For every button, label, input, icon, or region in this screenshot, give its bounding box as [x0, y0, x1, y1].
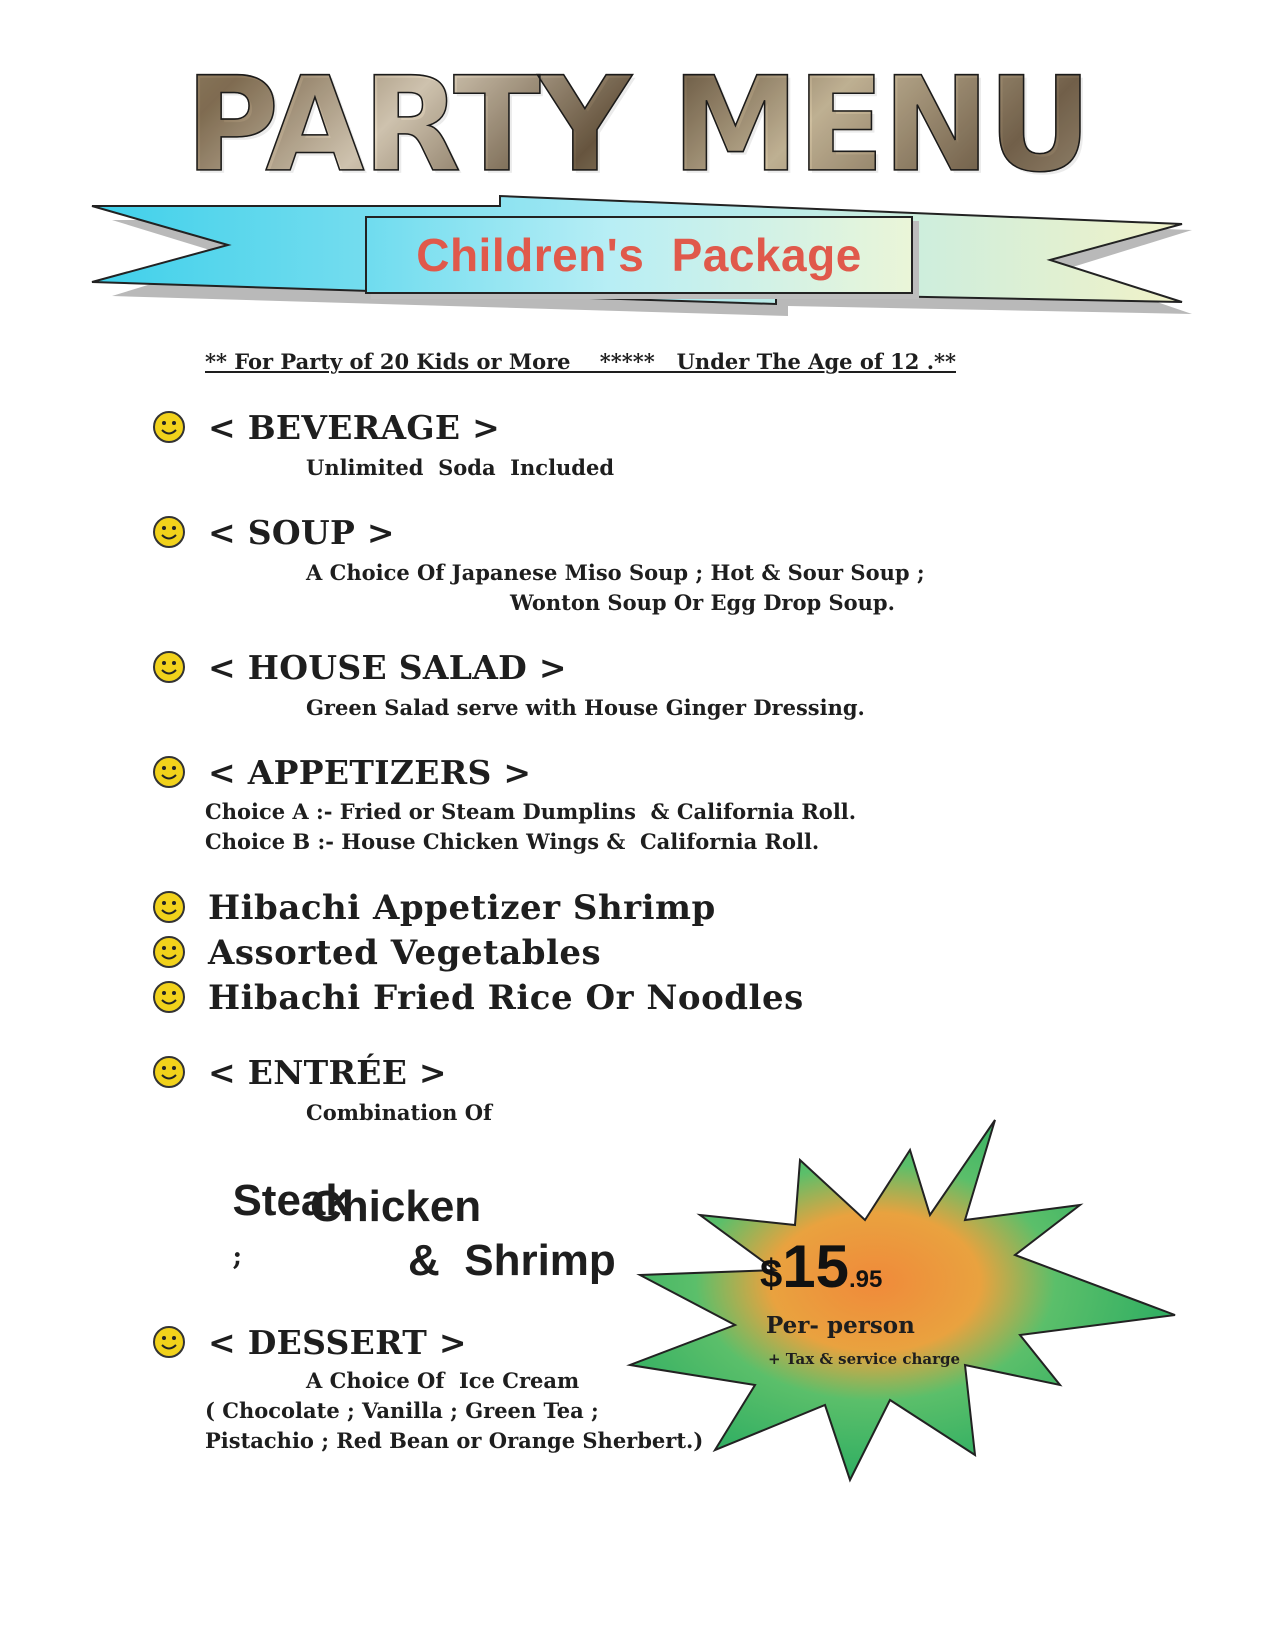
hibachi-item-rice-noodles: Hibachi Fried Rice Or Noodles [208, 978, 804, 1018]
salad-description: Green Salad serve with House Ginger Dressing. [306, 695, 865, 720]
smiley-face-icon [152, 650, 186, 684]
appetizer-choice-a: Choice A :- Fried or Steam Dumplins & California Roll. [205, 799, 857, 824]
section-heading-beverage: < BEVERAGE > [208, 408, 501, 447]
entree-separator: ; [232, 1242, 243, 1272]
party-condition: ** For Party of 20 Kids or More ***** Under The Age of 12 .** [205, 349, 956, 374]
smiley-face-icon [152, 1055, 186, 1089]
price-amount [760, 1232, 882, 1301]
beverage-description: Unlimited Soda Included [306, 455, 615, 480]
section-heading-entree: < ENTRÉE > [208, 1053, 447, 1092]
soup-line-2: Wonton Soup Or Egg Drop Soup. [510, 590, 895, 615]
smiley-face-icon [152, 755, 186, 789]
price-tax-note: + Tax & service charge [768, 1350, 961, 1368]
section-heading-soup: < SOUP > [208, 513, 395, 552]
price-dollars: 15 [782, 1233, 849, 1300]
hibachi-item-vegetables: Assorted Vegetables [208, 933, 602, 973]
dessert-line-3: Pistachio ; Red Bean or Orange Sherbert.) [205, 1428, 704, 1453]
price-per-person: Per- person [766, 1312, 915, 1339]
section-heading-dessert: < DESSERT > [208, 1323, 467, 1362]
hibachi-item-shrimp: Hibachi Appetizer Shrimp [208, 888, 716, 928]
section-heading-appetizers: < APPETIZERS > [208, 753, 532, 792]
appetizer-choice-b: Choice B :- House Chicken Wings & California Roll. [205, 829, 820, 854]
smiley-face-icon [152, 1325, 186, 1359]
soup-line-1: A Choice Of Japanese Miso Soup ; Hot & Sour Soup ; [306, 560, 925, 585]
dessert-line-1: A Choice Of Ice Cream [306, 1368, 580, 1393]
smiley-face-icon [152, 935, 186, 969]
section-heading-salad: < HOUSE SALAD > [208, 648, 567, 687]
dessert-line-2: ( Chocolate ; Vanilla ; Green Tea ; [205, 1398, 599, 1423]
entree-intro: Combination Of [306, 1100, 493, 1125]
banner-label-box [365, 216, 913, 294]
price-dollar-sign: $ [760, 1252, 783, 1296]
entree-item-chicken: Chicken [310, 1182, 482, 1231]
smiley-face-icon [152, 980, 186, 1014]
smiley-face-icon [152, 515, 186, 549]
price-cents: .95 [849, 1266, 883, 1293]
banner-title: Children's Package [416, 229, 862, 281]
smiley-face-icon [152, 410, 186, 444]
entree-item-shrimp: & Shrimp [408, 1236, 616, 1285]
entree-item-steak: Steak [232, 1176, 350, 1225]
price-starburst [620, 1110, 1180, 1490]
smiley-face-icon [152, 890, 186, 924]
page-title: PARTY MENU [0, 61, 1275, 192]
